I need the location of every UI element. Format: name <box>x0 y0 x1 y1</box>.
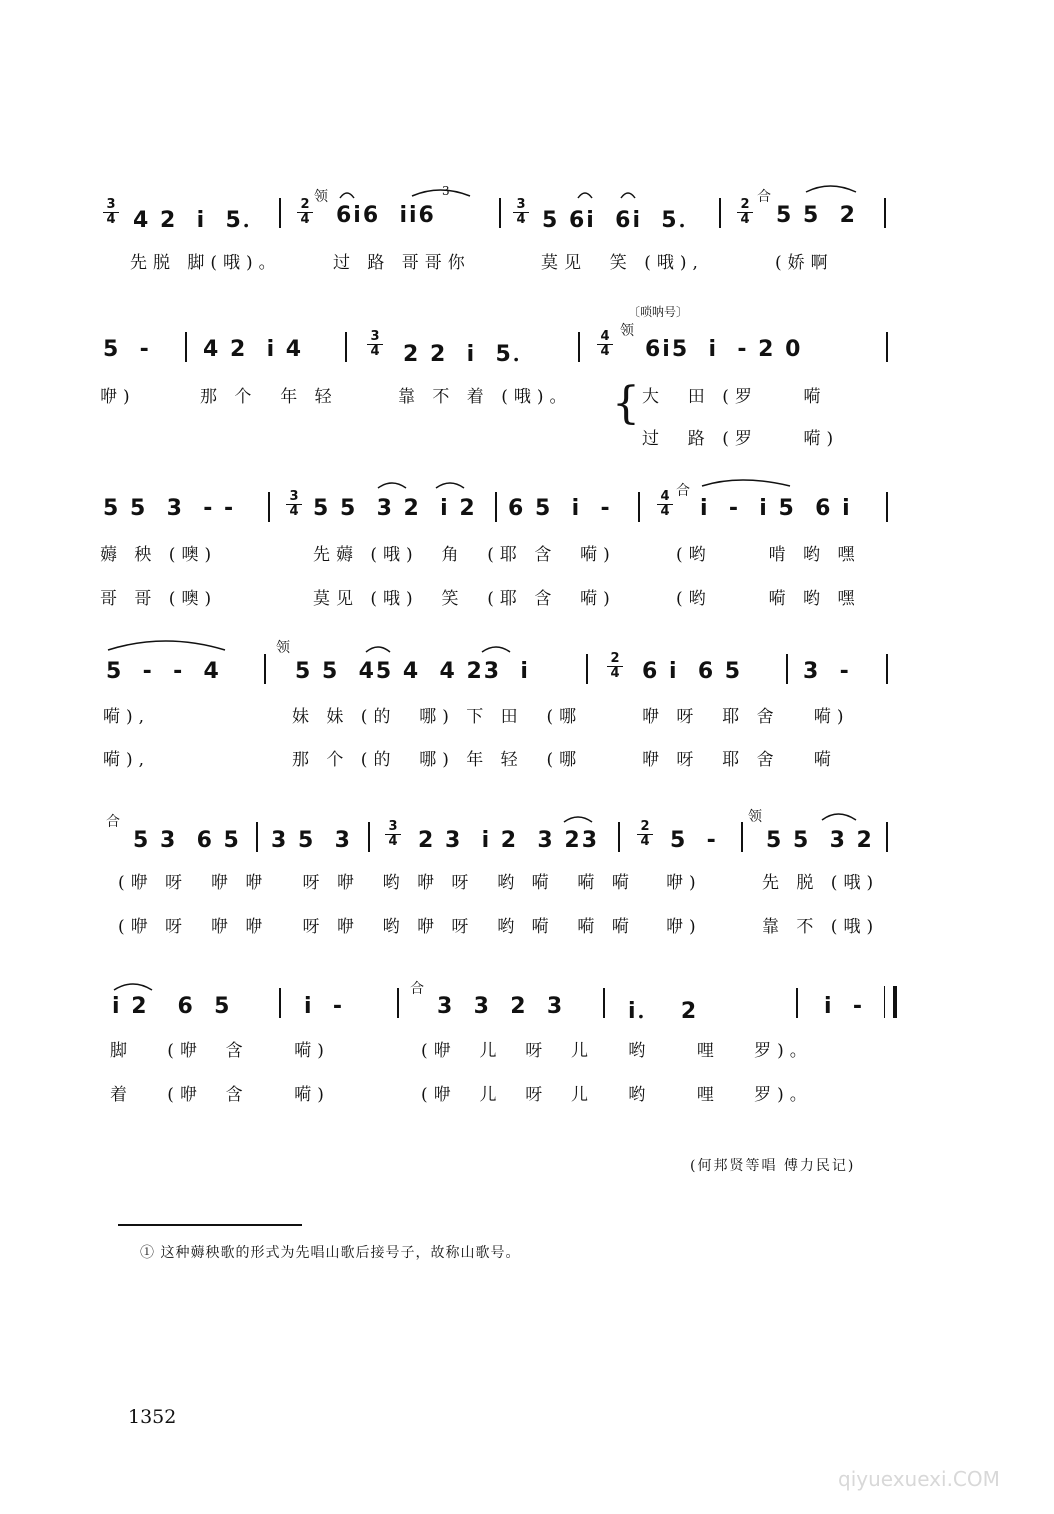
note-group: 6i6 ii6 <box>336 203 436 228</box>
note-group: 3 5 3 <box>271 828 352 853</box>
lyric: 过 路 哥哥你 <box>333 253 471 273</box>
note-group: 2 3 i 2 3 23 <box>418 828 600 853</box>
note-group: 5 5 2 <box>776 203 857 228</box>
note-group: 5 5 3 2 i 2 <box>313 496 477 521</box>
note-group: 6i5 i - 2 0 <box>645 337 803 362</box>
lead-mark: 领 <box>314 189 328 205</box>
lyric: 那 个 (的 哪) 年 轻 (哪 <box>292 750 583 770</box>
time-signature: 3 4 <box>513 198 529 227</box>
note-group: i 2 6 5 <box>112 994 232 1019</box>
note-group: 5 6i 6i 5． <box>542 208 703 233</box>
lyric: 靠 不 (哦) <box>762 917 880 937</box>
lyric: 咿 呀 耶 舍 嗬) <box>642 707 850 727</box>
note-group: 5 - <box>103 337 151 362</box>
time-signature: 4 4 <box>597 330 613 359</box>
lyric: 嗬), <box>103 750 151 770</box>
lyric: 咿 呀 哟 嗬 嗬 嗬 <box>417 873 635 893</box>
note-group: 6 5 i - <box>508 496 612 521</box>
lyric: 过 路 (罗 嗬) <box>642 429 840 449</box>
lyric: (咿 儿 呀 儿 哟 哩 罗)。 <box>421 1085 813 1105</box>
credit-line: (何邦贤等唱 傅力民记) <box>690 1158 856 1174</box>
note-group: i - i 5 6 i <box>700 496 852 521</box>
note-group: 4 2 i 4 <box>203 337 304 362</box>
note-group: 4 2 i 5． <box>133 208 267 233</box>
footnote-rule <box>118 1224 302 1226</box>
lyric: 那 个 年 轻 <box>200 387 338 407</box>
suona-label: 〔唢呐号〕 <box>628 305 689 319</box>
note-group: 5 5 3 - - <box>103 496 236 521</box>
note-group: i - <box>304 994 344 1019</box>
lyric: 脚 (咿 含 嗬) <box>110 1041 330 1061</box>
page-number: 1352 <box>128 1406 177 1428</box>
lyric: 莫见 (哦) 笑 (耶 含 嗬) <box>313 589 616 609</box>
note-group: 5 - - 4 <box>106 659 221 684</box>
lyric: 莫见 笑 (哦), <box>541 253 704 273</box>
lyric: 咿 呀 哟 嗬 嗬 嗬 <box>417 917 635 937</box>
lyric: (哟 嗬 哟 嘿 <box>676 589 861 609</box>
triplet-mark: 3 <box>442 184 450 198</box>
lyric: 先薅 (哦) 角 (耶 含 嗬) <box>313 545 616 565</box>
lyric: (咿 呀 咿 咿 呀 咿 哟 <box>118 873 406 893</box>
time-signature: 3 4 <box>103 198 119 227</box>
note-group: 5 5 45 4 4 23 i <box>295 659 530 684</box>
chorus-mark: 合 <box>106 814 120 830</box>
lead-mark: 领 <box>276 640 290 656</box>
lyric: (咿 儿 呀 儿 哟 哩 罗)。 <box>421 1041 813 1061</box>
lyric: 着 (咿 含 嗬) <box>110 1085 330 1105</box>
time-signature: 3 4 <box>286 490 302 519</box>
lyric: (咿 呀 咿 咿 呀 咿 哟 <box>118 917 406 937</box>
lyric: 咿) <box>666 873 702 893</box>
lyric: 薅 秧 (噢) <box>100 545 218 565</box>
note-group: 2 2 i 5． <box>403 342 537 367</box>
note-group: 5 - <box>670 828 718 853</box>
lyric: 咿) <box>100 387 136 407</box>
note-group: 6 i 6 5 <box>642 659 743 684</box>
time-signature: 2 4 <box>607 652 623 681</box>
chorus-mark: 合 <box>757 189 771 205</box>
note-group: i． 2 <box>628 999 699 1024</box>
lead-mark: 领 <box>620 323 634 339</box>
time-signature: 2 4 <box>737 198 753 227</box>
time-signature: 2 4 <box>297 198 313 227</box>
lyric: 大 田 (罗 嗬 <box>642 387 827 407</box>
lyric: 先脱 脚(哦)。 <box>130 253 282 273</box>
chorus-mark: 合 <box>676 483 690 499</box>
footnote: ① 这种薅秧歌的形式为先唱山歌后接号子，故称山歌号。 <box>140 1245 521 1261</box>
time-signature: 3 4 <box>367 330 383 359</box>
time-signature: 3 4 <box>385 820 401 849</box>
note-group: 3 - <box>803 659 851 684</box>
chorus-mark: 合 <box>410 981 424 997</box>
lyric: 靠 不 着 (哦)。 <box>398 387 573 407</box>
time-signature: 4 4 <box>657 490 673 519</box>
watermark: qiyuexuexi.COM <box>838 1467 1000 1491</box>
lyric: 妹 妹 (的 哪) 下 田 (哪 <box>292 707 583 727</box>
lyric: 先 脱 (哦) <box>762 873 880 893</box>
lyric: (娇啊 <box>775 253 834 273</box>
time-signature: 2 4 <box>637 820 653 849</box>
lyric: 嗬), <box>103 707 151 727</box>
lyric: 咿) <box>666 917 702 937</box>
lead-mark: 领 <box>748 809 762 825</box>
verse-brace: { <box>612 378 640 429</box>
note-group: 3 3 2 3 <box>437 994 565 1019</box>
lyric: 咿 呀 耶 舍 嗬 <box>642 750 837 770</box>
lyric: (哟 啃 哟 嘿 <box>676 545 861 565</box>
note-group: i - <box>824 994 864 1019</box>
lyric: 哥 哥 (噢) <box>100 589 218 609</box>
note-group: 5 3 6 5 <box>133 828 241 853</box>
note-group: 5 5 3 2 <box>766 828 874 853</box>
